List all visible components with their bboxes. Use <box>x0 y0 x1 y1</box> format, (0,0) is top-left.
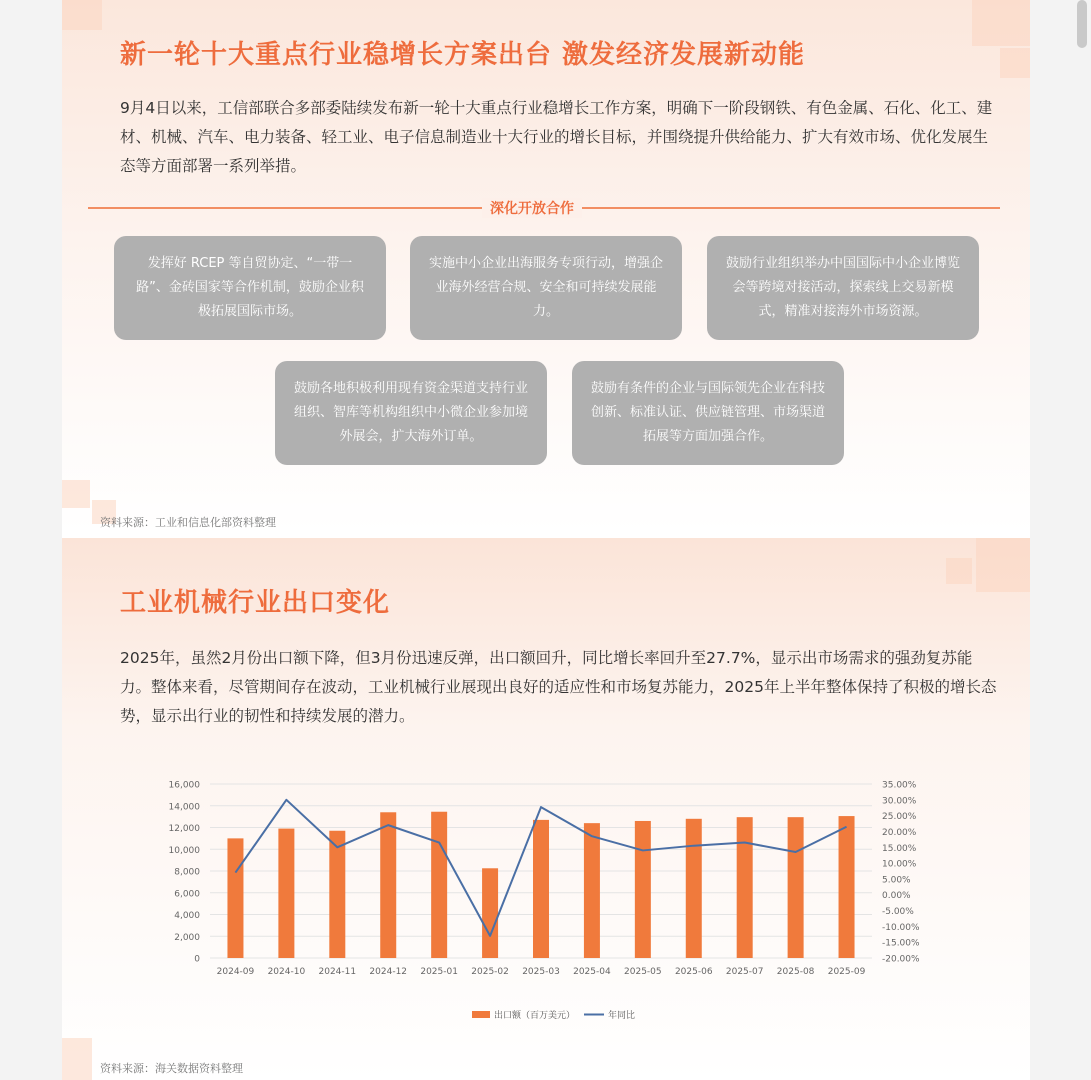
y-tick-label: 14,000 <box>168 802 200 813</box>
x-tick-label: 2025-09 <box>827 967 866 977</box>
measure-card-text: 发挥好 RCEP 等自贸协定、“一带一路”、金砖国家等合作机制，鼓励企业积极拓展国际市场。 <box>136 256 364 319</box>
decor-square <box>62 480 90 508</box>
decor-square <box>946 558 972 584</box>
legend-bar-label: 出口额（百万美元） <box>494 1011 576 1021</box>
measure-card <box>275 361 547 465</box>
y2-tick-label: 5.00% <box>882 875 911 886</box>
bar <box>329 831 345 958</box>
y2-tick-label: 25.00% <box>882 812 917 823</box>
x-tick-label: 2025-02 <box>471 967 509 977</box>
y-tick-label: 4,000 <box>174 911 200 921</box>
decor-square <box>976 538 1030 592</box>
bar <box>227 838 243 958</box>
divider-label: 深化开放合作 <box>482 198 582 218</box>
y2-tick-label: -20.00% <box>882 954 920 965</box>
bar <box>533 820 549 958</box>
measure-card-text: 鼓励有条件的企业与国际领先企业在科技创新、标准认证、供应链管理、市场渠道拓展等方面加强合作。 <box>590 381 825 444</box>
x-tick-label: 2025-08 <box>776 967 815 977</box>
bar <box>686 819 702 958</box>
y2-tick-label: 0.00% <box>882 891 911 902</box>
measure-card <box>410 236 682 340</box>
x-tick-label: 2025-03 <box>522 967 560 977</box>
decor-square <box>62 0 102 30</box>
legend-line-label: 年同比 <box>608 1011 636 1021</box>
y2-tick-label: 35.00% <box>882 780 917 791</box>
bar <box>431 812 447 958</box>
bar <box>380 812 396 958</box>
x-tick-label: 2024-11 <box>318 967 357 977</box>
y2-tick-label: -5.00% <box>882 907 914 918</box>
export-chart <box>62 774 1030 1044</box>
x-tick-label: 2024-12 <box>369 967 408 977</box>
export-section <box>62 538 1030 1080</box>
x-tick-label: 2025-07 <box>725 967 764 977</box>
section2-title: 工业机械行业出口变化 <box>120 588 391 618</box>
decor-square <box>1000 48 1030 78</box>
decor-square <box>62 1038 92 1080</box>
bar <box>482 868 498 958</box>
bar <box>584 823 600 958</box>
measure-card-text: 鼓励行业组织举办中国国际中小企业博览会等跨境对接活动，探索线上交易新模式，精准对接海外市场资源。 <box>725 256 960 319</box>
y2-tick-label: 15.00% <box>882 843 917 854</box>
y-tick-label: 6,000 <box>174 889 200 900</box>
x-tick-label: 2025-06 <box>674 967 713 977</box>
y2-tick-label: -15.00% <box>882 938 920 949</box>
section1-source: 资料来源：工业和信息化部资料整理 <box>100 516 276 529</box>
y2-tick-label: 20.00% <box>882 827 917 838</box>
x-tick-label: 2025-01 <box>420 967 458 977</box>
page-scrollbar[interactable] <box>1077 0 1087 48</box>
measure-card-text: 鼓励各地积极利用现有资金渠道支持行业组织、智库等机构组织中小微企业参加境外展会，扩大海外订单。 <box>293 381 528 444</box>
decor-square <box>972 0 1030 46</box>
x-tick-label: 2024-10 <box>267 967 306 977</box>
x-tick-label: 2024-09 <box>216 967 255 977</box>
y-tick-label: 8,000 <box>174 867 200 878</box>
y2-tick-label: 30.00% <box>882 796 917 807</box>
y-tick-label: 2,000 <box>174 932 200 943</box>
y-tick-label: 12,000 <box>168 824 200 834</box>
bar <box>737 817 753 958</box>
section2-paragraph: 2025年，虽然2月份出口额下降，但3月份迅速反弹，出口额回升，同比增长率回升至27.7%，显示出市场需求的强劲复苏能力。整体来看，尽管期间存在波动，工业机械行业展现出良好的适应性和市场复苏能力，2025年上半年整体保持了积极的增长态势，显示出行业的韧性和持续发展的潜力。 <box>120 649 997 725</box>
section1-title: 新一轮十大重点行业稳增长方案出台 激发经济发展新动能 <box>120 40 806 70</box>
y-tick-label: 0 <box>194 954 200 965</box>
bar <box>788 817 804 958</box>
article-page <box>62 0 1030 1080</box>
policy-section <box>62 0 1030 532</box>
measure-card-text: 实施中小企业出海服务专项行动，增强企业海外经营合规、安全和可持续发展能力。 <box>428 256 663 319</box>
section2-source: 资料来源：海关数据资料整理 <box>100 1062 243 1075</box>
y-tick-label: 10,000 <box>168 845 200 856</box>
bar <box>839 816 855 958</box>
y-tick-label: 16,000 <box>168 780 200 791</box>
bar <box>278 829 294 958</box>
legend-bar-swatch <box>472 1011 490 1018</box>
y2-tick-label: -10.00% <box>882 922 920 933</box>
measure-card <box>707 236 979 340</box>
measure-card <box>114 236 386 340</box>
section1-paragraph: 9月4日以来，工信部联合多部委陆续发布新一轮十大重点行业稳增长工作方案，明确下一阶段钢铁、有色金属、石化、化工、建材、机械、汽车、电力装备、轻工业、电子信息制造业十大行业的增长目标，并围绕提升供给能力、扩大有效市场、优化发展生态等方面部署一系列举措。 <box>120 99 993 175</box>
x-tick-label: 2025-04 <box>573 967 611 977</box>
x-tick-label: 2025-05 <box>624 967 662 977</box>
measure-card <box>572 361 844 465</box>
y2-tick-label: 10.00% <box>882 859 917 870</box>
bar <box>635 821 651 958</box>
